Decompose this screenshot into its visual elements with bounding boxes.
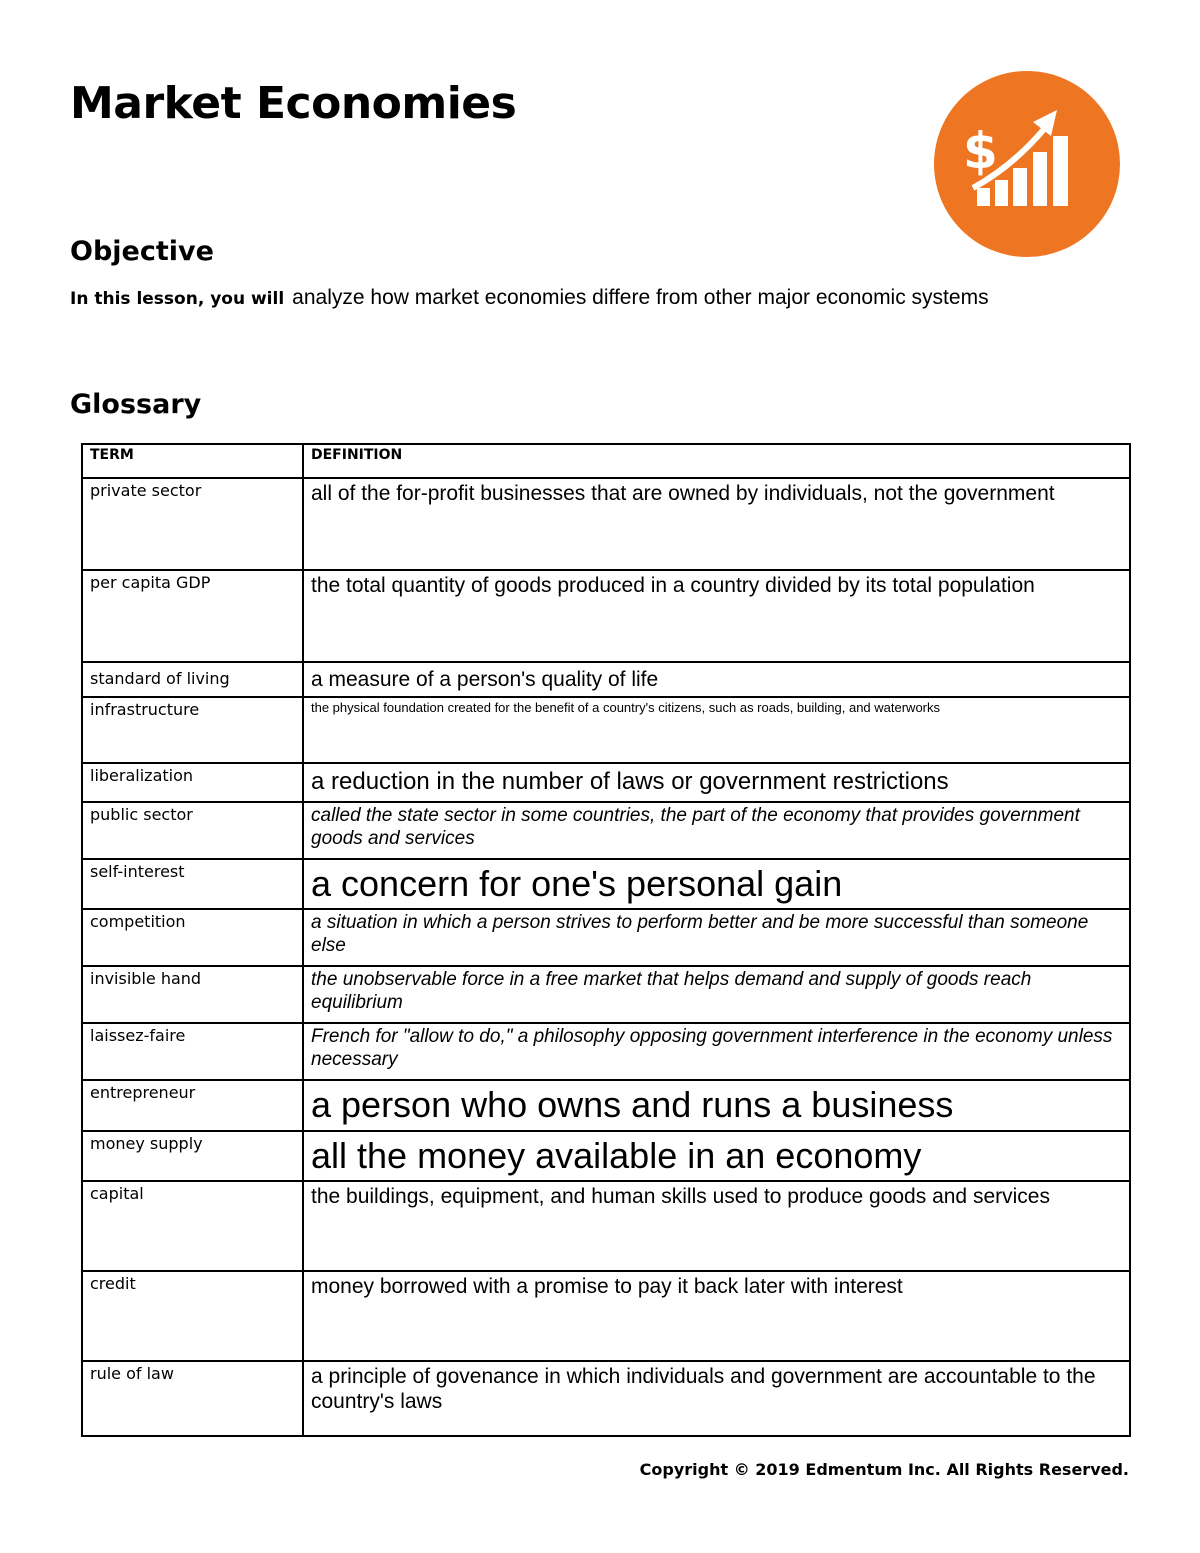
- glossary-definition: the unobservable force in a free market that helps demand and supply of goods reach equilibrium: [303, 966, 1130, 1023]
- glossary-definition: called the state sector in some countries, the part of the economy that provides government goods and services: [303, 802, 1130, 859]
- glossary-definition: a reduction in the number of laws or government restrictions: [303, 763, 1130, 802]
- logo-dollar-glyph: $: [963, 122, 998, 180]
- glossary-term: laissez-faire: [82, 1023, 303, 1080]
- dollar-growth-chart-icon: [933, 70, 1121, 258]
- glossary-row: [82, 1131, 1130, 1181]
- glossary-definition: money borrowed with a promise to pay it back later with interest: [303, 1271, 1130, 1361]
- glossary-definition: the physical foundation created for the benefit of a country's citizens, such as roads, building, and waterworks: [303, 697, 1130, 763]
- glossary-row: [82, 859, 1130, 909]
- glossary-row: [82, 763, 1130, 802]
- glossary-term: competition: [82, 909, 303, 966]
- glossary-heading: Glossary: [70, 389, 202, 420]
- glossary-row: [82, 570, 1130, 662]
- objective-prefix: In this lesson, you will: [70, 289, 285, 309]
- glossary-definition: a situation in which a person strives to perform better and be more successful than someone else: [303, 909, 1130, 966]
- glossary-header-row: [82, 444, 1130, 478]
- glossary-row: [82, 802, 1130, 859]
- glossary-term: self-interest: [82, 859, 303, 909]
- glossary-definition: a person who owns and runs a business: [303, 1080, 1130, 1131]
- glossary-term: credit: [82, 1271, 303, 1361]
- glossary-row: [82, 1181, 1130, 1271]
- glossary-row: [82, 1023, 1130, 1080]
- glossary-definition: the buildings, equipment, and human skills used to produce goods and services: [303, 1181, 1130, 1271]
- glossary-definition: a concern for one's personal gain: [303, 859, 1130, 909]
- objective-statement: [70, 286, 989, 310]
- term-column-header: TERM: [82, 444, 303, 478]
- glossary-term: public sector: [82, 802, 303, 859]
- glossary-row: [82, 966, 1130, 1023]
- glossary-term: liberalization: [82, 763, 303, 802]
- glossary-row: [82, 1271, 1130, 1361]
- glossary-term: private sector: [82, 478, 303, 570]
- definition-column-header: DEFINITION: [303, 444, 1130, 478]
- glossary-definition: a measure of a person's quality of life: [303, 662, 1130, 697]
- glossary-term: invisible hand: [82, 966, 303, 1023]
- glossary-term: capital: [82, 1181, 303, 1271]
- glossary-definition: all the money available in an economy: [303, 1131, 1130, 1181]
- glossary-term: per capita GDP: [82, 570, 303, 662]
- glossary-definition: French for "allow to do," a philosophy opposing government interference in the economy unless necessary: [303, 1023, 1130, 1080]
- objective-heading: Objective: [70, 236, 214, 267]
- glossary-definition: a principle of govenance in which individuals and government are accountable to the country's laws: [303, 1361, 1130, 1436]
- glossary-definition: the total quantity of goods produced in a country divided by its total population: [303, 570, 1130, 662]
- glossary-term: rule of law: [82, 1361, 303, 1436]
- copyright-notice: Copyright © 2019 Edmentum Inc. All Rights Reserved.: [639, 1460, 1129, 1479]
- glossary-definition: all of the for-profit businesses that are owned by individuals, not the government: [303, 478, 1130, 570]
- glossary-row: [82, 662, 1130, 697]
- glossary-row: [82, 697, 1130, 763]
- page-title: Market Economies: [70, 78, 517, 129]
- glossary-row: [82, 1361, 1130, 1436]
- objective-answer: analyze how market economies differe from other major economic systems: [292, 286, 989, 309]
- glossary-term: infrastructure: [82, 697, 303, 763]
- glossary-term: entrepreneur: [82, 1080, 303, 1131]
- glossary-row: [82, 478, 1130, 570]
- glossary-term: standard of living: [82, 662, 303, 697]
- glossary-row: [82, 909, 1130, 966]
- glossary-term: money supply: [82, 1131, 303, 1181]
- glossary-row: [82, 1080, 1130, 1131]
- glossary-table: [81, 443, 1131, 1437]
